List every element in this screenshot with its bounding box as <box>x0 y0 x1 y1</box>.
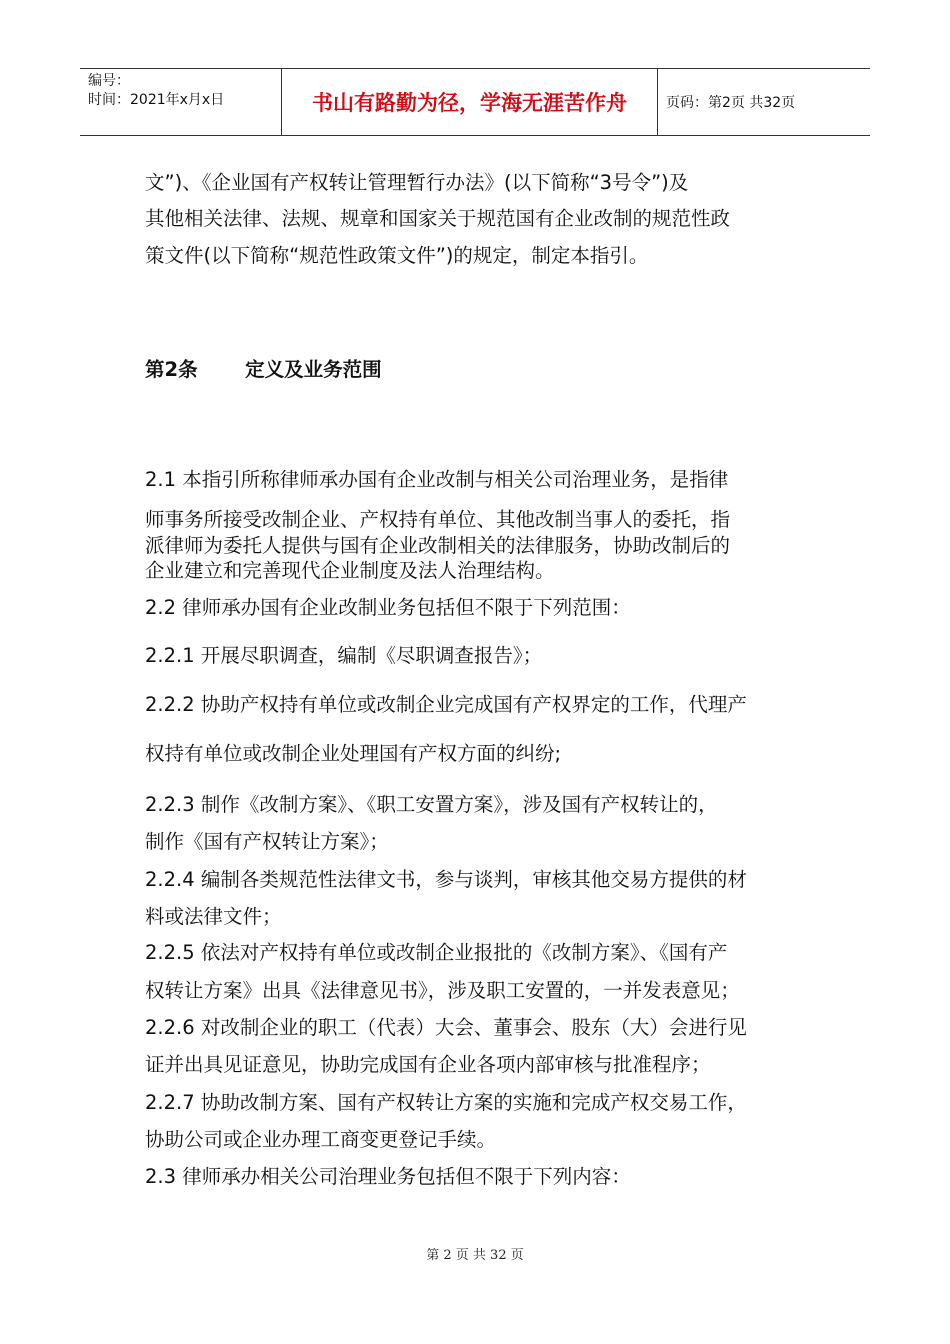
paragraph-line: 权转让方案》出具《法律意见书》，涉及职工安置的，一并发表意见； <box>145 979 740 1002</box>
intro-line: 策文件(以下简称“规范性政策文件”)的规定，制定本指引。 <box>145 244 649 267</box>
header-page-cell <box>658 69 870 135</box>
intro-line: 文”)、《企业国有产权转让管理暂行办法》(以下简称“3号令”)及 <box>145 171 689 194</box>
paragraph-line: 企业建立和完善现代企业制度及法人治理结构。 <box>145 559 555 582</box>
paragraph-line: 2.2.3 制作《改制方案》、《职工安置方案》，涉及国有产权转让的， <box>145 793 718 816</box>
paragraph-line: 派律师为委托人提供与国有企业改制相关的法律服务，协助改制后的 <box>145 534 731 557</box>
header-motto-cell <box>282 69 658 135</box>
page-footer: 第 2 页 共 32 页 <box>426 1248 524 1263</box>
intro-line: 其他相关法律、法规、规章和国家关于规范国有企业改制的规范性政 <box>145 207 731 230</box>
header-page-info: 页码：第2页 共32页 <box>666 95 796 111</box>
document-time-label: 时间：2021年x月x日 <box>88 92 225 108</box>
paragraph-line: 2.2.5 依法对产权持有单位或改制企业报批的《改制方案》、《国有产 <box>145 941 728 964</box>
paragraph-line: 2.3 律师承办相关公司治理业务包括但不限于下列内容： <box>145 1165 631 1188</box>
paragraph-line: 权持有单位或改制企业处理国有产权方面的纠纷; <box>145 742 562 765</box>
paragraph-line: 2.2.6 对改制企业的职工（代表）大会、董事会、股东（大）会进行见 <box>145 1016 747 1039</box>
document-code-label: 编号： <box>88 73 130 89</box>
paragraph-line: 2.2.7 协助改制方案、国有产权转让方案的实施和完成产权交易工作， <box>145 1091 747 1114</box>
paragraph-line: 证并出具见证意见，协助完成国有企业各项内部审核与批准程序； <box>145 1053 711 1076</box>
page-header <box>80 68 870 136</box>
paragraph-line: 料或法律文件； <box>145 905 282 928</box>
section-heading <box>145 357 382 383</box>
header-motto: 书山有路勤为径，学海无涯苦作舟 <box>312 91 627 115</box>
paragraph-line: 协助公司或企业办理工商变更登记手续。 <box>145 1128 497 1151</box>
paragraph-line: 2.2.1 开展尽职调查，编制《尽职调查报告》； <box>145 644 543 667</box>
paragraph-line: 2.2.2 协助产权持有单位或改制企业完成国有产权界定的工作，代理产 <box>145 693 747 716</box>
header-meta-cell <box>80 69 282 135</box>
paragraph-line: 制作《国有产权转让方案》； <box>145 830 389 853</box>
section-number: 第2条 <box>145 358 198 381</box>
paragraph-line: 师事务所接受改制企业、产权持有单位、其他改制当事人的委托，指 <box>145 508 731 531</box>
section-title: 定义及业务范围 <box>245 358 382 381</box>
paragraph-line: 2.2.4 编制各类规范性法律文书，参与谈判，审核其他交易方提供的材 <box>145 868 747 891</box>
paragraph-line: 2.1 本指引所称律师承办国有企业改制与相关公司治理业务，是指律 <box>145 468 729 491</box>
paragraph-line: 2.2 律师承办国有企业改制业务包括但不限于下列范围： <box>145 596 631 619</box>
